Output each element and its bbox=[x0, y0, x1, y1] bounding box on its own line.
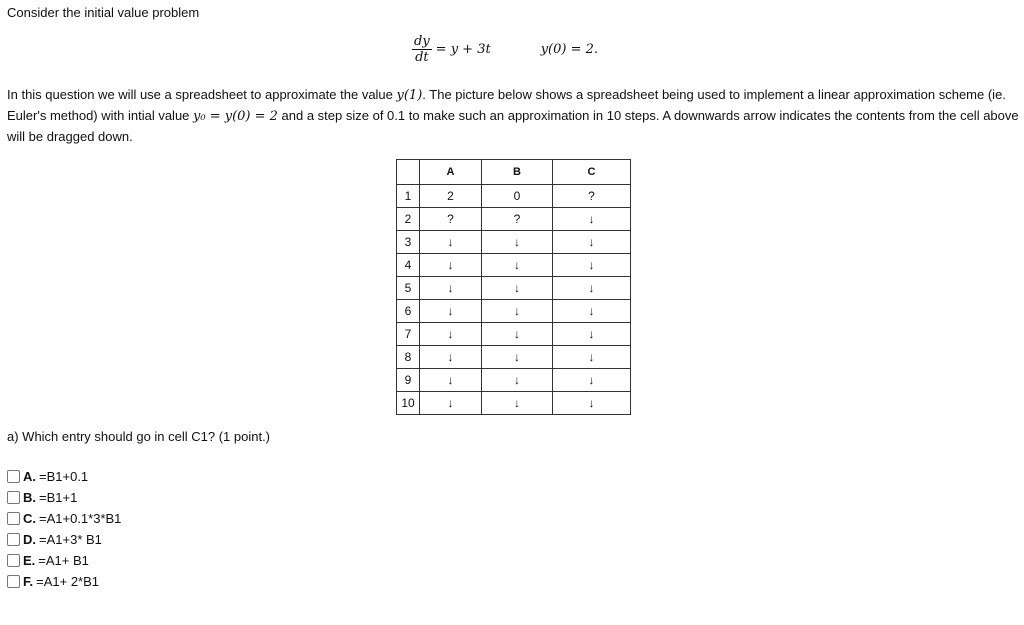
row-header: 1 bbox=[397, 185, 420, 208]
table-row bbox=[397, 346, 631, 369]
table-cell: ? bbox=[482, 208, 553, 231]
option-letter: B. bbox=[23, 490, 36, 505]
option-text: =A1+0.1*3*B1 bbox=[39, 511, 122, 526]
table-cell: ↓ bbox=[420, 369, 482, 392]
table-cell: ↓ bbox=[420, 277, 482, 300]
table-cell: ↓ bbox=[482, 277, 553, 300]
row-header: 4 bbox=[397, 254, 420, 277]
para-text: and a step size of 0.1 to make such an approximation in 10 steps. A downwards arrow indicates the contents from the cell above will be dragged down. bbox=[7, 108, 1019, 144]
option-letter: E. bbox=[23, 553, 36, 568]
table-cell: ↓ bbox=[553, 369, 631, 392]
table-cell: ↓ bbox=[482, 231, 553, 254]
row-header: 8 bbox=[397, 346, 420, 369]
frac-num: dy bbox=[414, 34, 430, 49]
table-row bbox=[397, 185, 631, 208]
table-cell: ? bbox=[420, 208, 482, 231]
checkbox[interactable] bbox=[7, 470, 20, 483]
option-text: =B1+1 bbox=[39, 490, 78, 505]
table-cell: ↓ bbox=[553, 346, 631, 369]
col-header: A bbox=[420, 160, 482, 185]
table-cell: ↓ bbox=[420, 254, 482, 277]
table-cell: ↓ bbox=[553, 277, 631, 300]
table-cell: ↓ bbox=[420, 231, 482, 254]
option-text: =A1+3* B1 bbox=[39, 532, 102, 547]
table-cell: ? bbox=[553, 185, 631, 208]
math-y0: y₀ = y(0) = 2 bbox=[193, 109, 278, 124]
table-cell: ↓ bbox=[553, 208, 631, 231]
table-cell: ↓ bbox=[420, 392, 482, 415]
corner-cell bbox=[397, 160, 420, 185]
table-cell: ↓ bbox=[553, 392, 631, 415]
table-row bbox=[397, 231, 631, 254]
table-row bbox=[397, 369, 631, 392]
equation-rhs: = y + 3t bbox=[435, 42, 491, 57]
spreadsheet-table bbox=[396, 159, 631, 415]
table-row bbox=[397, 300, 631, 323]
col-header: C bbox=[553, 160, 631, 185]
option-b[interactable] bbox=[7, 490, 77, 505]
table-row bbox=[397, 208, 631, 231]
para-text: In this question we will use a spreadsheet to approximate the value bbox=[7, 87, 397, 102]
option-c[interactable] bbox=[7, 511, 121, 526]
table-cell: ↓ bbox=[482, 346, 553, 369]
option-letter: D. bbox=[23, 532, 36, 547]
intro-text: Consider the initial value problem bbox=[7, 5, 200, 20]
table-cell: ↓ bbox=[482, 392, 553, 415]
table-row bbox=[397, 392, 631, 415]
table-cell: 2 bbox=[420, 185, 482, 208]
option-f[interactable] bbox=[7, 574, 99, 589]
table-cell: ↓ bbox=[482, 323, 553, 346]
table-cell: ↓ bbox=[553, 300, 631, 323]
row-header: 3 bbox=[397, 231, 420, 254]
option-letter: A. bbox=[23, 469, 36, 484]
problem-paragraph bbox=[7, 85, 1022, 147]
initial-condition: y(0) = 2. bbox=[540, 42, 599, 57]
row-header: 5 bbox=[397, 277, 420, 300]
checkbox[interactable] bbox=[7, 491, 20, 504]
col-header: B bbox=[482, 160, 553, 185]
table-row bbox=[397, 254, 631, 277]
table-cell: 0 bbox=[482, 185, 553, 208]
table-cell: ↓ bbox=[482, 369, 553, 392]
option-e[interactable] bbox=[7, 553, 89, 568]
table-cell: ↓ bbox=[420, 300, 482, 323]
checkbox[interactable] bbox=[7, 512, 20, 525]
row-header: 10 bbox=[397, 392, 420, 415]
math-y1: y(1) bbox=[396, 88, 423, 103]
frac-den: dt bbox=[415, 50, 429, 65]
option-text: =B1+0.1 bbox=[39, 469, 89, 484]
option-text: =A1+ B1 bbox=[38, 553, 89, 568]
option-letter: C. bbox=[23, 511, 36, 526]
table-cell: ↓ bbox=[420, 323, 482, 346]
option-letter: F. bbox=[23, 574, 34, 589]
table-cell: ↓ bbox=[553, 323, 631, 346]
checkbox[interactable] bbox=[7, 533, 20, 546]
row-header: 6 bbox=[397, 300, 420, 323]
option-a[interactable] bbox=[7, 469, 88, 484]
ode-equation bbox=[412, 34, 598, 65]
option-text: =A1+ 2*B1 bbox=[36, 574, 100, 589]
table-cell: ↓ bbox=[553, 231, 631, 254]
option-d[interactable] bbox=[7, 532, 102, 547]
checkbox[interactable] bbox=[7, 554, 20, 567]
question-text: a) Which entry should go in cell C1? (1 point.) bbox=[7, 429, 271, 444]
table-cell: ↓ bbox=[482, 300, 553, 323]
table-cell: ↓ bbox=[553, 254, 631, 277]
table-row bbox=[397, 323, 631, 346]
table-cell: ↓ bbox=[420, 346, 482, 369]
row-header: 9 bbox=[397, 369, 420, 392]
row-header: 7 bbox=[397, 323, 420, 346]
table-row bbox=[397, 277, 631, 300]
para-text: . The picture below shows a spreadsheet being used to implement a linear approximation scheme (ie. Euler's method) with intial value bbox=[7, 87, 1006, 123]
checkbox[interactable] bbox=[7, 575, 20, 588]
table-cell: ↓ bbox=[482, 254, 553, 277]
row-header: 2 bbox=[397, 208, 420, 231]
